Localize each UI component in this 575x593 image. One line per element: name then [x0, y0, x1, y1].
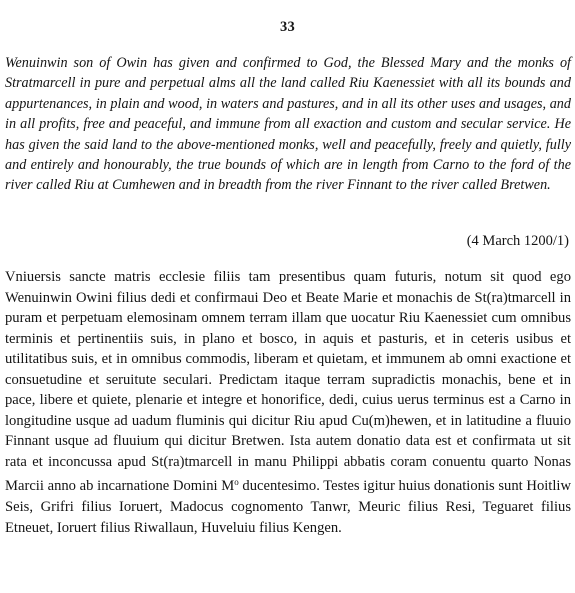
charter-date: (4 March 1200/1): [466, 233, 569, 249]
english-summary-paragraph: Wenuinwin son of Owin has given and confirmed to God, the Blessed Mary and the monks of Stratmarcell in pure and perpetual alms all the land called Riu Kaenessiet with all its bounds and appurtenances, in plain and wood, in waters and pastures, and in all its other uses and usages, and in all profits, free and peaceful, and immune from all exaction and custom and secular service. He has given the said land to the above-mentioned monks, well and peacefully, freely and quietly, fully and entirely and honourably, the true bounds of which are in length from Carno to the ford of the river called Riu at Cumhewen and in breadth from the river Finnant to the river called Bretwen.: [5, 55, 571, 194]
latin-charter-text-end: ducentesimo. Testes igitur huius donationis sunt Hoitliw Seis, Grifri filius Ioruert, Madocus cognomento Tanwr, Meuric filius Resi, Teguaret filius Etneuet, Ioruert filius Riwallaun, Huveluiu filius Kengen.: [5, 478, 571, 536]
latin-charter-paragraph: [5, 267, 571, 538]
page-number: 33: [279, 19, 296, 35]
superscript-o: o: [234, 477, 239, 488]
latin-charter-text-main: Vniuersis sancte matris ecclesie filiis tam presentibus quam futuris, notum sit quod ego Wenuinwin Owini filius dedi et confirmaui Deo et Beate Marie et monachis de St(ra)tmarcell in puram et perpetuam elemosinam omnem terram illam que uocatur Riu Kaenessiet cum omnibus terminis et pertinentiis suis, in plano et bosco, in aquis et pasturis, et in ceteris usibus et utilitatibus suis, et in omnibus commodis, liberam et quietam, et immunem ab omni exactione et consuetudine et seruitute seculari. Predictam itaque terram supradictis monachis, bene et in pace, libere et quiete, plenarie et integre et honorifice, dedi, cuius uerus terminus est a Carno in longitudine usque ad uadum fluminis qui dicitur Riu apud Cu(m)hewen, et in latitudine a fluuio Finnant usque ad fluuium qui dicitur Bretwen. Ista autem donatio data est et confirmata ut sit rata et inconcussa apud St(ra)tmarcell in manu Philippi abbatis coram conuentu quarto Nonas Marcii anno ab incarnatione Domini M: [5, 269, 571, 495]
